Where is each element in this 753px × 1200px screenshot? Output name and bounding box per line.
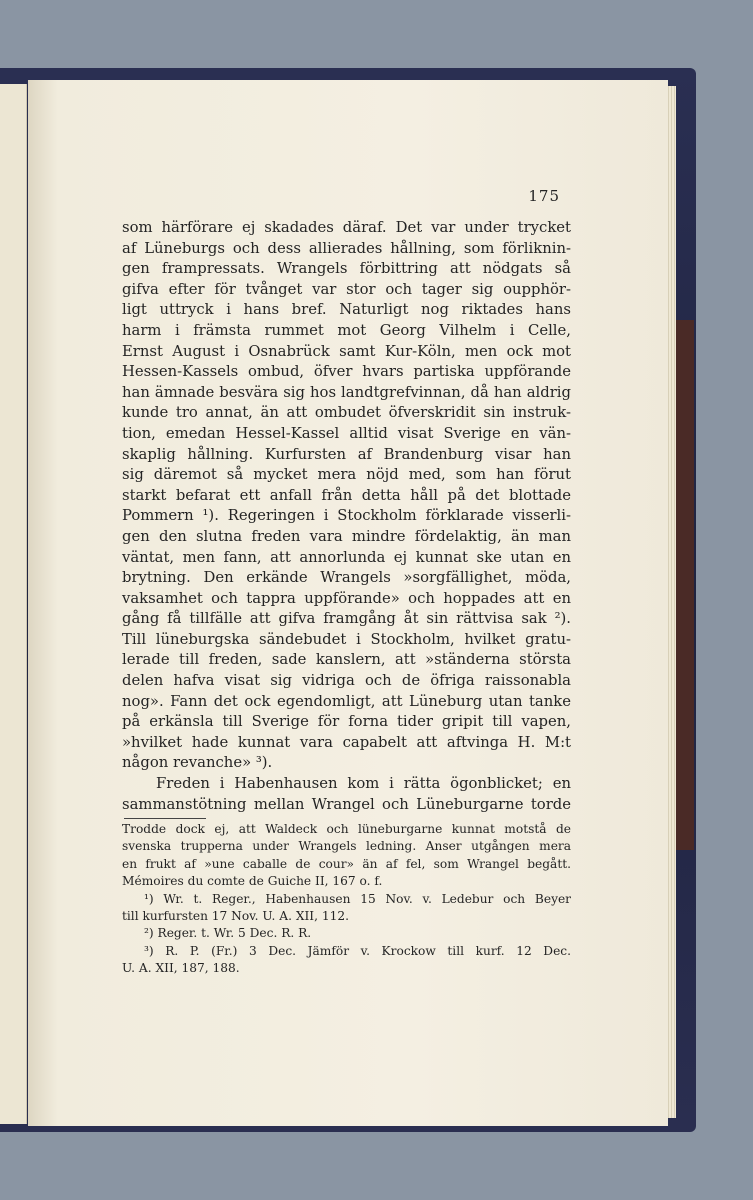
- text-line: delen hafva visat sig vidriga och de öfriga raissonabla: [122, 672, 571, 690]
- text-line: Ernst August i Osnabrück samt Kur-Köln, men ock mot: [122, 342, 571, 360]
- footnote-line: ²) Reger. t. Wr. 5 Dec. R. R.: [144, 926, 312, 941]
- text-line: gång få tillfälle att gifva framgång åt sin rättvisa sak ²).: [122, 610, 571, 628]
- footnote-line: svenska trupperna under Wrangels ledning. Anser utgången mera: [122, 839, 571, 854]
- text-line: af Lüneburgs och dess allierades hållning, som förliknin-: [122, 239, 571, 257]
- footnote-line: en frukt af »une caballe de cour» än af fel, som Wrangel begått.: [122, 856, 571, 871]
- body-text: [122, 218, 571, 815]
- text-line: tion, emedan Hessel-Kassel alltid visat Sverige en vän-: [122, 424, 571, 442]
- text-line: Till lüneburgska sändebudet i Stockholm, hvilket gratu-: [122, 630, 571, 648]
- text-line: Freden i Habenhausen kom i rätta ögonblicket; en: [156, 775, 571, 793]
- text-line: Pommern ¹). Regeringen i Stockholm förklarade visserli-: [122, 507, 571, 525]
- footnote-line: Trodde dock ej, att Waldeck och lüneburgarne kunnat motstå de: [122, 822, 571, 836]
- text-line: sig däremot så mycket mera nöjd med, som han förut: [122, 466, 571, 484]
- text-line: kunde tro annat, än att ombudet öfverskridit sin instruk-: [122, 404, 571, 422]
- text-line: vaksamhet och tappra uppförande» och hoppades att en: [122, 589, 571, 607]
- footnote-line: till kurfursten 17 Nov. U. A. XII, 112.: [122, 908, 350, 923]
- text-line: någon revanche» ³).: [122, 754, 273, 772]
- text-line: gifva efter för tvånget var stor och tager sig oupphör-: [122, 280, 571, 298]
- text-line: harm i främsta rummet mot Georg Vilhelm i Celle,: [122, 321, 571, 339]
- footnote-line: Mémoires du comte de Guiche II, 167 o. f.: [122, 874, 383, 889]
- text-line: skaplig hållning. Kurfursten af Brandenburg visar han: [122, 445, 571, 463]
- footnote-divider: [124, 818, 206, 819]
- text-line: på erkänsla till Sverige för forna tider gripit till vapen,: [122, 713, 571, 731]
- text-line: »hvilket hade kunnat vara capabelt att aftvinga H. M:t: [122, 733, 571, 751]
- text-line: ligt uttryck i hans bref. Naturligt nog riktades hans: [122, 301, 571, 319]
- text-line: sammanstötning mellan Wrangel och Lüneburgarne torde: [122, 795, 571, 813]
- text-line: han ämnade besvära sig hos landtgrefvinnan, då han aldrig: [122, 383, 571, 401]
- footnote-line: ¹) Wr. t. Reger., Habenhausen 15 Nov. v. Ledebur och Beyer: [144, 891, 571, 906]
- text-line: gen frampressats. Wrangels förbittring att nödgats så: [122, 260, 571, 278]
- text-line: Hessen-Kassels ombud, öfver hvars partiska uppförande: [122, 363, 571, 381]
- text-line: nog». Fann det ock egendomligt, att Lüneburg utan tanke: [122, 692, 571, 710]
- footnotes: [122, 821, 571, 978]
- previous-page-edge: [0, 84, 27, 1124]
- text-line: som härförare ej skadades däraf. Det var under trycket: [122, 219, 571, 236]
- text-line: brytning. Den erkände Wrangels »sorgfällighet, möda,: [122, 569, 571, 587]
- text-line: lerade till freden, sade kanslern, att »ständerna största: [122, 651, 571, 669]
- footnote-line: U. A. XII, 187, 188.: [122, 961, 240, 976]
- page-number: 175: [528, 187, 560, 205]
- footnote-line: ³) R. P. (Fr.) 3 Dec. Jämför v. Krockow till kurf. 12 Dec.: [144, 943, 571, 958]
- book-page: [28, 80, 668, 1126]
- text-line: gen den slutna freden vara mindre fördelaktig, än man: [122, 527, 571, 545]
- text-line: starkt befarat ett anfall från detta håll på det blottade: [122, 486, 571, 504]
- text-line: väntat, men fann, att annorlunda ej kunnat ske utan en: [122, 548, 571, 566]
